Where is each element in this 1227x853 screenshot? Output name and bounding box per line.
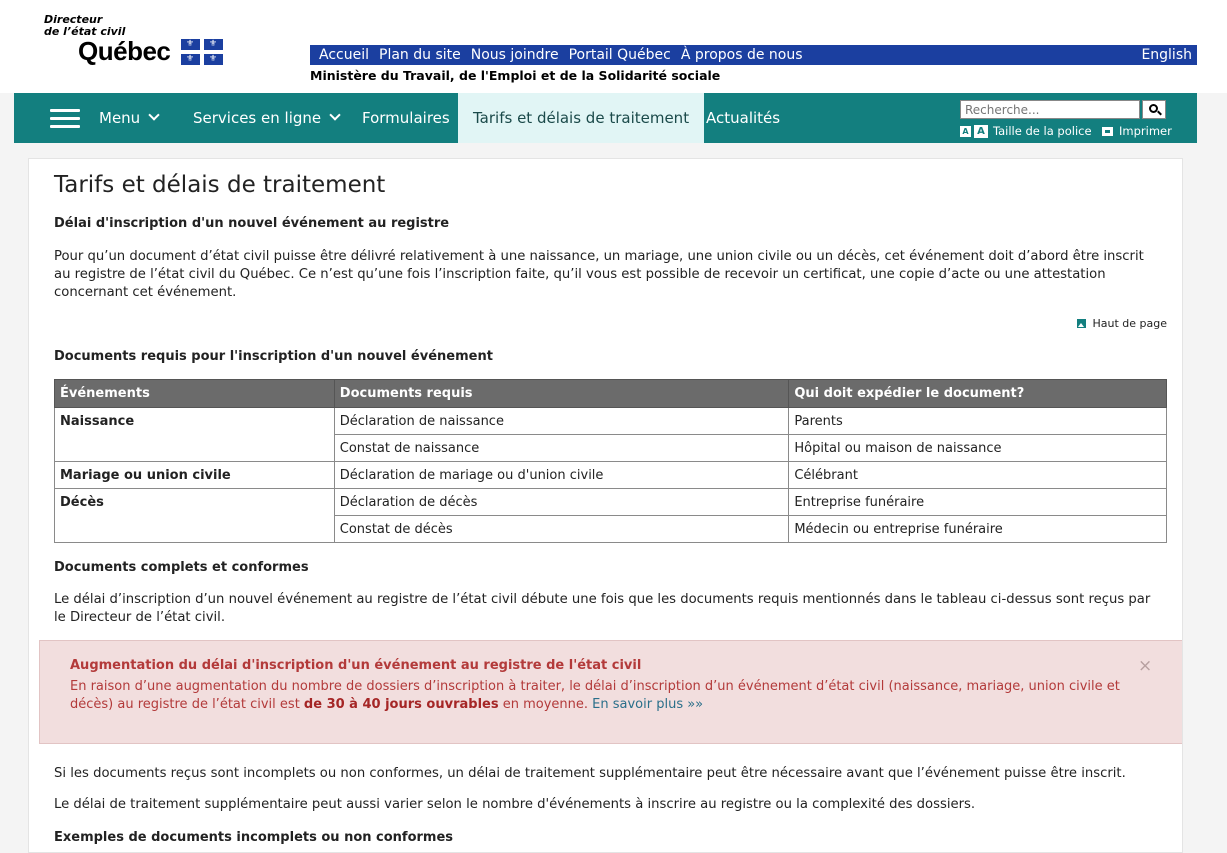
font-small-icon: A xyxy=(960,126,971,137)
alert-highlight: de 30 à 40 jours ouvrables xyxy=(303,697,499,712)
table-cell: Déclaration de naissance xyxy=(334,408,789,435)
close-icon[interactable]: × xyxy=(1138,656,1153,676)
top-of-page-link[interactable]: Haut de page xyxy=(1077,317,1167,330)
table-cell: Constat de décès xyxy=(334,516,789,543)
table-header-row xyxy=(55,380,1167,408)
nav-formulaires[interactable]: Formulaires xyxy=(362,109,450,127)
table-row xyxy=(55,489,1167,516)
event-deces: Décès xyxy=(55,489,335,543)
nav-tarifs[interactable]: Tarifs et délais de traitement xyxy=(458,93,704,143)
font-large-icon: A xyxy=(974,125,988,138)
page-title: Tarifs et délais de traitement xyxy=(54,172,386,198)
search-input[interactable] xyxy=(960,100,1140,119)
printer-icon xyxy=(1102,127,1113,136)
link-plan-du-site[interactable]: Plan du site xyxy=(379,47,461,63)
table-cell: Constat de naissance xyxy=(334,435,789,462)
dec-logo[interactable] xyxy=(44,14,229,70)
paragraph-variation: Le délai de traitement supplémentaire peut aussi varier selon le nombre d'événements à inscrire au registre ou la complexité des dossiers. xyxy=(54,797,976,812)
link-a-propos[interactable]: À propos de nous xyxy=(680,47,803,63)
table-cell: Parents xyxy=(789,408,1167,435)
table-cell: Médecin ou entreprise funéraire xyxy=(789,516,1167,543)
table-cell: Déclaration de mariage ou d'union civile xyxy=(334,462,789,489)
alert-learn-more-link[interactable]: En savoir plus »» xyxy=(592,697,704,712)
nav-menu[interactable]: Menu xyxy=(99,93,158,143)
table-cell: Hôpital ou maison de naissance xyxy=(789,435,1167,462)
font-size-label: Taille de la police xyxy=(993,124,1092,138)
link-accueil[interactable]: Accueil xyxy=(319,47,369,63)
table-header: Qui doit expédier le document? xyxy=(789,380,1167,408)
chevron-down-icon xyxy=(329,109,340,120)
section-text-delai: Pour qu’un document d’état civil puisse être délivré relativement à une naissance, un mariage, une union civile ou un décès, cet événement doit d’abord être inscrit au registre de l’état civil du Québec. Ce n’est qu’une fois l’inscription faite, qu’il vous est possible de recevoir un certificat, une copie d’acte ou une attestation concernant cet événement. xyxy=(54,249,1144,300)
documents-table xyxy=(54,379,1167,543)
section-heading-exemples: Exemples de documents incomplets ou non conformes xyxy=(54,830,454,845)
table-row xyxy=(55,462,1167,489)
ministry-name: Ministère du Travail, de l'Emploi et de la Solidarité sociale xyxy=(310,68,721,83)
table-header: Événements xyxy=(55,380,335,408)
alert-title: Augmentation du délai d'inscription d'un événement au registre de l'état civil xyxy=(70,658,642,673)
site-header xyxy=(0,0,1227,93)
logo-quebec: Québec xyxy=(78,36,171,66)
main-nav xyxy=(14,93,1197,143)
paragraph-incomplets: Si les documents reçus sont incomplets ou non conformes, un délai de traitement supplémentaire peut être nécessaire avant que l’événement puisse être inscrit. xyxy=(54,766,1126,781)
event-mariage: Mariage ou union civile xyxy=(55,462,335,489)
top-links-bar xyxy=(310,45,1197,65)
section-text-complets: Le délai d’inscription d’un nouvel événement au registre de l’état civil débute une fois que les documents requis mentionnés dans le tableau ci-dessus sont reçus par le Directeur de l’état civil. xyxy=(54,592,1151,625)
alert-box xyxy=(39,640,1183,744)
nav-actualites[interactable]: Actualités xyxy=(706,109,781,127)
section-heading-delai: Délai d'inscription d'un nouvel événement au registre xyxy=(54,216,450,231)
event-naissance: Naissance xyxy=(55,408,335,462)
link-nous-joindre[interactable]: Nous joindre xyxy=(470,47,559,63)
font-size-tool[interactable] xyxy=(960,124,1092,138)
section-heading-documents: Documents requis pour l'inscription d'un nouvel événement xyxy=(54,349,493,364)
main-content xyxy=(28,158,1183,853)
table-header: Documents requis xyxy=(334,380,789,408)
nav-services-en-ligne[interactable]: Services en ligne xyxy=(193,93,339,143)
link-english[interactable]: English xyxy=(1141,47,1192,63)
print-label: Imprimer xyxy=(1119,124,1172,138)
arrow-up-icon xyxy=(1077,319,1086,328)
table-cell: Célébrant xyxy=(789,462,1167,489)
hamburger-icon[interactable] xyxy=(50,109,80,129)
alert-body: En raison d’une augmentation du nombre de dossiers d’inscription à traiter, le délai d’inscription d’un événement d’état civil (naissance, mariage, union civile et décès) au registre de l’état civil est de 30 à 40 jours ouvrables en moyenne. En savoir plus »» xyxy=(70,679,1120,712)
quebec-flag-icon: ⚜ ⚜ ⚜ ⚜ xyxy=(181,39,223,65)
table-cell: Déclaration de décès xyxy=(334,489,789,516)
table-cell: Entreprise funéraire xyxy=(789,489,1167,516)
search-button[interactable] xyxy=(1142,100,1166,119)
section-heading-complets: Documents complets et conformes xyxy=(54,560,309,575)
link-portail-quebec[interactable]: Portail Québec xyxy=(568,47,671,63)
logo-line-1: Directeur xyxy=(44,13,103,26)
chevron-down-icon xyxy=(149,109,160,120)
print-button[interactable] xyxy=(1102,124,1172,138)
table-row xyxy=(55,408,1167,435)
logo-line-2: de l’état civil xyxy=(44,25,126,38)
